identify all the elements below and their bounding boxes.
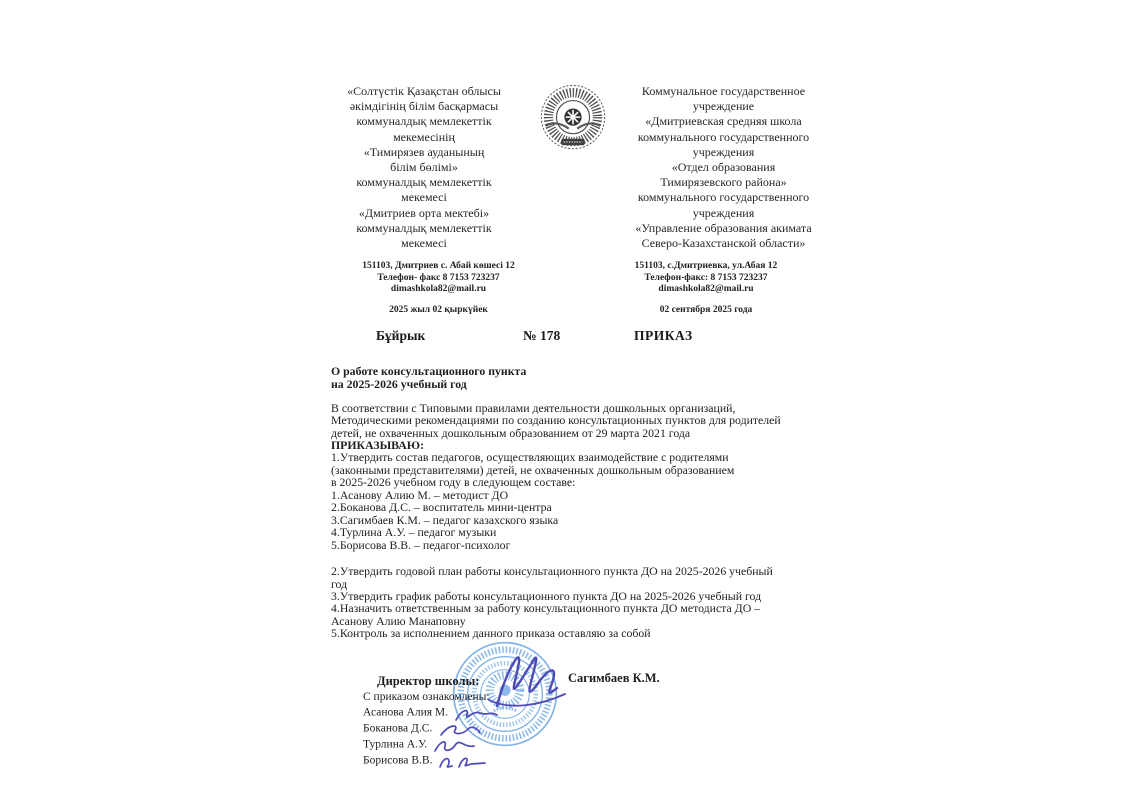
text-line: Асанову Алию Манаповну — [331, 613, 466, 628]
state-emblem-icon — [517, 84, 629, 156]
text-line: «Дмитриевская средняя школа — [645, 114, 802, 129]
director-label: Директор школы: — [377, 673, 480, 688]
order-subject — [331, 365, 818, 391]
text-line: мекемесінің — [393, 129, 455, 144]
text-line: учреждение — [692, 99, 755, 114]
date-russian: 02 сентября 2025 года — [659, 305, 753, 316]
acquainted-name: Асанова Алия М. — [363, 706, 448, 719]
list-item — [363, 753, 499, 769]
clauses-2-to-5 — [331, 565, 818, 640]
order-title-row — [331, 328, 818, 348]
contact-block-kazakh — [331, 261, 546, 316]
text-line: 1.Асанову Алию М. – методист ДО — [331, 487, 509, 502]
text-line: 3.Сагимбаев К.М. – педагог казахского языка — [331, 512, 559, 527]
list-item — [363, 721, 499, 737]
order-word-russian: ПРИКАЗ — [634, 327, 693, 343]
date-kazakh: 2025 жыл 02 қыркүйек — [389, 305, 488, 316]
text-line: 151103, с.Дмитриевка, ул.Абая 12 — [634, 261, 778, 272]
text-line: 5.Контроль за исполнением данного приказа оставляю за собой — [331, 626, 651, 641]
clause-1 — [331, 451, 818, 551]
signature-icon — [437, 755, 489, 771]
text-line: учреждения — [692, 205, 755, 220]
text-line: Телефон-факс: 8 7153 723237 — [644, 272, 768, 283]
text-line: 151103, Дмитриев с. Абай көшесі 12 — [362, 261, 515, 272]
org-name-kazakh — [331, 84, 517, 251]
text-line: Телефон- факс 8 7153 723237 — [377, 272, 500, 283]
text-line: 3.Утвердить график работы консультационного пункта ДО на 2025-2026 учебный год — [331, 588, 762, 603]
prikaz-keyword: ПРИКАЗЫВАЮ: — [331, 437, 425, 452]
text-line: әкімдігінің білім басқармасы — [349, 99, 499, 114]
director-name: Сагимбаев К.М. — [568, 670, 660, 685]
text-line: 4.Турлина А.У. – педагог музыки — [331, 525, 497, 540]
text-line: «Отдел образования — [671, 160, 776, 175]
text-line: «Тимирязев ауданының — [363, 144, 485, 159]
text-line: детей, не охваченных дошкольным образованием от 29 марта 2021 года — [331, 425, 691, 440]
text-line: білім бөлімі» — [390, 160, 458, 175]
text-line: Тимирязевского района» — [660, 175, 787, 190]
text-line: 4.Назначить ответственным за работу консультационного пункта ДО методиста ДО – — [331, 601, 761, 616]
document-header — [331, 84, 818, 251]
text-line: О работе консультационного пункта — [331, 363, 527, 378]
address-russian — [594, 261, 818, 296]
signing-area — [331, 662, 818, 792]
text-line: 2.Боканова Д.С. – воспитатель мини-центра — [331, 500, 552, 515]
text-line: мекемесі — [401, 236, 447, 251]
text-line: «Управление образования акимата — [635, 220, 812, 235]
text-line: Коммунальное государственное — [641, 84, 806, 98]
text-line: год — [331, 576, 348, 591]
signature-icon — [437, 723, 483, 739]
order-number: № 178 — [523, 327, 561, 343]
order-word-kazakh: Бұйрык — [376, 327, 426, 343]
org-name-russian — [629, 84, 818, 251]
text-line: Северо-Казахстанской области» — [641, 236, 806, 251]
text-line: 2.Утвердить годовой план работы консультационного пункта ДО на 2025-2026 учебный — [331, 564, 773, 579]
contact-block-russian — [594, 261, 818, 316]
text-line: учреждения — [692, 144, 755, 159]
text-line: коммунального государственного — [637, 190, 810, 205]
director-signature-icon — [469, 640, 589, 718]
list-item — [363, 737, 499, 753]
text-line: коммунального государственного — [637, 129, 810, 144]
acquainted-name: Борисова В.В. — [363, 754, 433, 767]
text-line: 5.Борисова В.В. – педагог-психолог — [331, 537, 511, 552]
contact-row — [331, 261, 818, 316]
text-line: коммуналдық мемлекеттік — [356, 114, 492, 129]
text-line: «Дмитриев орта мектебі» — [358, 205, 490, 220]
text-line: коммуналдық мемлекеттік — [356, 220, 492, 235]
text-line: в 2025-2026 учебном году в следующем составе: — [331, 475, 576, 490]
text-line: (законными представителями) детей, не охваченных дошкольным образованием — [331, 462, 735, 477]
acquainted-label: С приказом ознакомлены: — [363, 690, 490, 703]
text-line: коммуналдық мемлекеттік — [356, 175, 492, 190]
intro-paragraph — [331, 402, 818, 439]
text-line: 1.Утвердить состав педагогов, осуществляющих взаимодействие с родителями — [331, 450, 729, 465]
text-line: dimashkola82@mail.ru — [390, 284, 487, 295]
acquainted-name: Боканова Д.С. — [363, 722, 433, 735]
order-document — [331, 84, 818, 792]
address-kazakh — [331, 261, 546, 296]
signature-icon — [432, 739, 478, 755]
text-line: В соответствии с Типовыми правилами деятельности дошкольных организаций, — [331, 400, 736, 415]
text-line: на 2025-2026 учебный год — [331, 376, 467, 391]
text-line: мекемесі — [401, 190, 447, 205]
acquainted-name: Турлина А.У. — [363, 738, 428, 751]
text-line: «Солтүстік Қазақстан облысы — [347, 84, 501, 98]
text-line: Методическими рекомендациями по созданию консультационных пунктов для родителей — [331, 413, 781, 428]
text-line: dimashkola82@mail.ru — [658, 284, 754, 295]
